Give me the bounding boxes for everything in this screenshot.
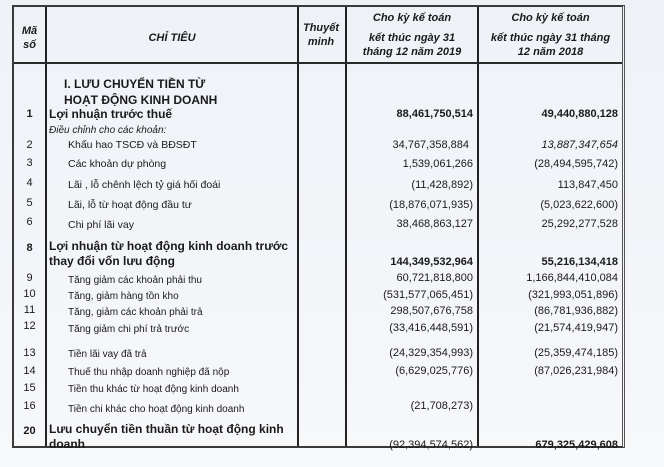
header-2019-line3: tháng 12 năm 2019: [362, 46, 462, 58]
row-code: 15: [23, 382, 36, 394]
row-value-2018: (321,993,051,896): [528, 289, 618, 301]
row-code: 6: [26, 216, 33, 228]
row-value-2019: (24,329,354,993): [389, 347, 473, 359]
row-label: Tăng, giảm các khoản phải trả: [68, 307, 203, 318]
header-divider: [14, 62, 622, 64]
row-value-2018: (87,026,231,984): [534, 365, 618, 377]
row-code: 8: [26, 242, 33, 254]
row-code: 13: [23, 347, 36, 359]
row-value-2019: (18,876,071,935): [389, 199, 473, 211]
row-value-2018: 49,440,880,128: [541, 108, 618, 120]
row-code: 14: [23, 365, 36, 377]
row-label: Lợi nhuận trước thuế: [49, 107, 173, 121]
col-divider-code: [45, 7, 47, 446]
row-label: Thuế thu nhập doanh nghiệp đã nộp: [68, 367, 230, 378]
row-label-line2: doanh: [49, 437, 85, 451]
row-value-2018: 13,887,347,654: [541, 139, 618, 151]
row-value-2018: 113,847,450: [557, 179, 618, 191]
row-value-2018: 55,216,134,418: [541, 256, 618, 268]
header-period-2018: [479, 11, 622, 59]
header-2018-line3: 12 năm 2018: [517, 46, 584, 58]
row-label: Lãi, lỗ từ hoạt động đầu tư: [68, 199, 192, 211]
section-title-line1: I. LƯU CHUYỂN TIỀN TỪ: [64, 77, 206, 91]
row-code: 3: [26, 157, 33, 169]
row-label: Tiền chi khác cho hoạt động kinh doanh: [68, 404, 245, 415]
row-code: 20: [23, 425, 36, 437]
row-value-2019: (21,708,273): [410, 400, 473, 412]
row-label: Tiền thu khác từ hoạt động kinh doanh: [68, 384, 239, 395]
row-value-2019: 1,539,061,266: [402, 158, 473, 170]
row-code: 2: [26, 139, 33, 151]
row-label: Tiền lãi vay đã trả: [68, 349, 147, 360]
header-code: [14, 24, 45, 52]
row-value-2019: (6,629,025,776): [395, 365, 473, 377]
row-code: 4: [26, 177, 33, 189]
row-value-2019: (92,394,574,562): [389, 439, 473, 451]
header-indicator: CHỈ TIÊU: [148, 32, 196, 44]
row-label: Các khoản dự phòng: [68, 158, 167, 170]
section-title-line2: HOẠT ĐỘNG KINH DOANH: [64, 93, 218, 107]
row-code: 9: [26, 272, 33, 284]
row-value-2018: 679,325,429,608: [535, 439, 618, 451]
header-note: [297, 21, 345, 49]
row-label: Lãi , lỗ chênh lệch tỷ giá hối đoái: [68, 179, 221, 191]
row-value-2019: 298,507,676,758: [390, 305, 473, 317]
row-value-2018: 1,166,844,410,084: [526, 272, 618, 284]
header-note-line2: minh: [307, 36, 335, 48]
row-label-line1: Lưu chuyển tiền thuần từ hoạt động kinh: [49, 422, 284, 436]
row-value-2019: (11,428,892): [411, 179, 473, 191]
row-label: Chi phí lãi vay: [68, 219, 134, 231]
header-code-line1: Mã: [21, 25, 38, 37]
row-code: 10: [23, 288, 36, 300]
header-2019-line1: Cho kỳ kế toán: [372, 12, 452, 24]
row-value-2019: (33,416,448,591): [389, 322, 473, 334]
row-value-2018: (5,023,622,600): [540, 199, 618, 211]
header-period-2019: [347, 11, 477, 59]
col-divider-indicator: [297, 7, 299, 446]
row-label: Tăng giảm các khoản phải thu: [68, 275, 202, 286]
cash-flow-table: [12, 5, 625, 451]
row-value-2019: (531,577,065,451): [383, 289, 473, 301]
row-value-2019: 88,461,750,514: [396, 108, 473, 120]
row-code: 1: [26, 108, 33, 120]
row-value-2018: (86,781,936,882): [534, 305, 618, 317]
row-value-2019: 144,349,532,964: [390, 256, 473, 268]
row-label: Khấu hao TSCĐ và BĐSĐT: [68, 139, 197, 151]
header-note-line1: Thuyết: [302, 22, 340, 34]
row-code: 5: [26, 197, 33, 209]
row-value-2018: 25,292,277,528: [541, 218, 618, 230]
adjustments-label: Điều chỉnh cho các khoản:: [49, 125, 167, 136]
row-label-line2: thay đổi vốn lưu động: [49, 254, 176, 268]
row-value-2019: 60,721,818,800: [396, 272, 473, 284]
row-label-line1: Lợi nhuận từ hoạt động kinh doanh trước: [49, 239, 289, 253]
header-2018-line2: kết thúc ngày 31 tháng: [490, 32, 611, 44]
row-value-2018: (25,359,474,185): [534, 347, 618, 359]
row-label: Tăng giảm chi phí trả trước: [68, 324, 190, 335]
header-2019-line2: kết thúc ngày 31: [368, 32, 456, 44]
row-label: Tăng, giảm hàng tồn kho: [68, 291, 179, 302]
row-code: 12: [23, 320, 36, 332]
row-code: 16: [23, 400, 36, 412]
row-code: 11: [23, 304, 36, 316]
row-value-2019: 38,468,863,127: [396, 218, 473, 230]
row-value-2019: 34,767,358,884: [392, 139, 469, 151]
row-value-2018: (21,574,419,947): [534, 322, 618, 334]
row-value-2018: (28,494,595,742): [534, 158, 618, 170]
header-code-line2: số: [23, 39, 36, 51]
header-2018-line1: Cho kỳ kế toán: [511, 12, 590, 24]
